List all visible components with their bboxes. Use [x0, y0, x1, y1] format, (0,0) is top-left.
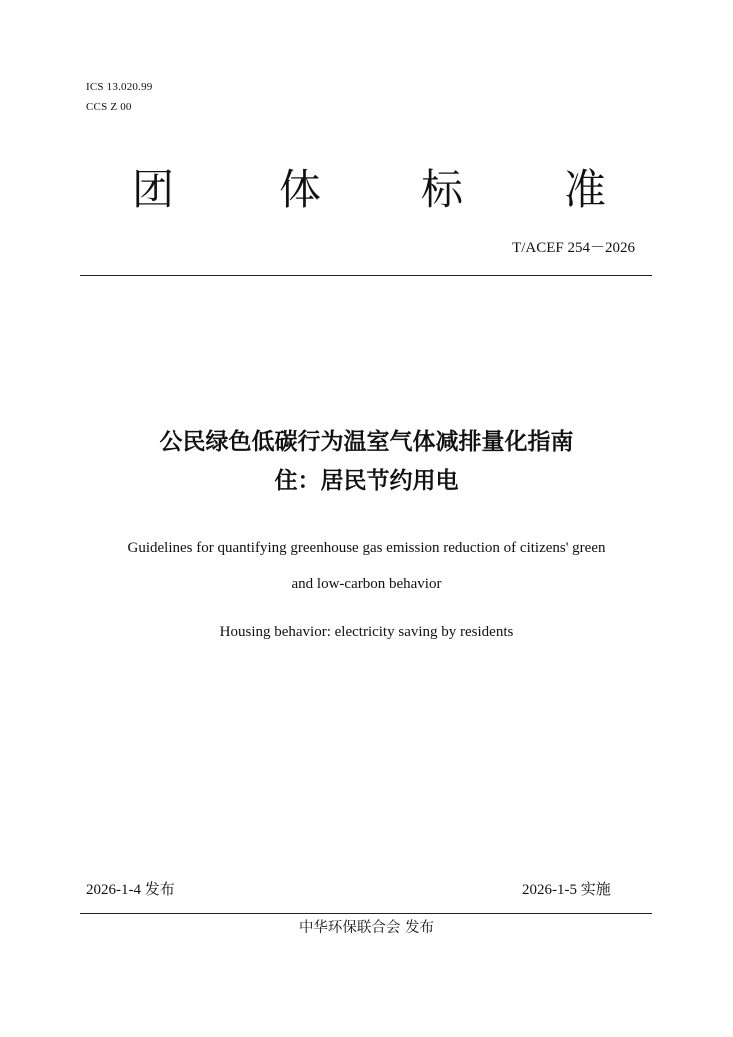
standard-type-char-2: 体 — [278, 165, 321, 214]
standard-type-char-4: 准 — [563, 165, 606, 214]
english-title-line-1: Guidelines for quantifying greenhouse gas emission reduction of citizens' green — [127, 540, 606, 556]
top-divider — [80, 275, 652, 276]
ics-code: ICS 13.020.99 — [86, 81, 153, 93]
chinese-title-line-1: 公民绿色低碳行为温室气体减排量化指南 — [159, 429, 574, 455]
publisher: 中华环保联合会 发布 — [298, 920, 435, 936]
implement-date: 2026-1-5 实施 — [522, 882, 611, 898]
bottom-divider — [80, 913, 652, 914]
publish-date: 2026-1-4 发布 — [86, 882, 175, 898]
standard-type-char-1: 团 — [131, 165, 174, 214]
standard-number: T/ACEF 254－2026 — [512, 240, 635, 256]
english-title-line-2: and low-carbon behavior — [291, 576, 442, 592]
english-subtitle: Housing behavior: electricity saving by residents — [219, 624, 514, 640]
chinese-title-line-2: 住：居民节约用电 — [274, 468, 459, 494]
standard-type-char-3: 标 — [420, 165, 463, 214]
ccs-code: CCS Z 00 — [86, 101, 132, 113]
